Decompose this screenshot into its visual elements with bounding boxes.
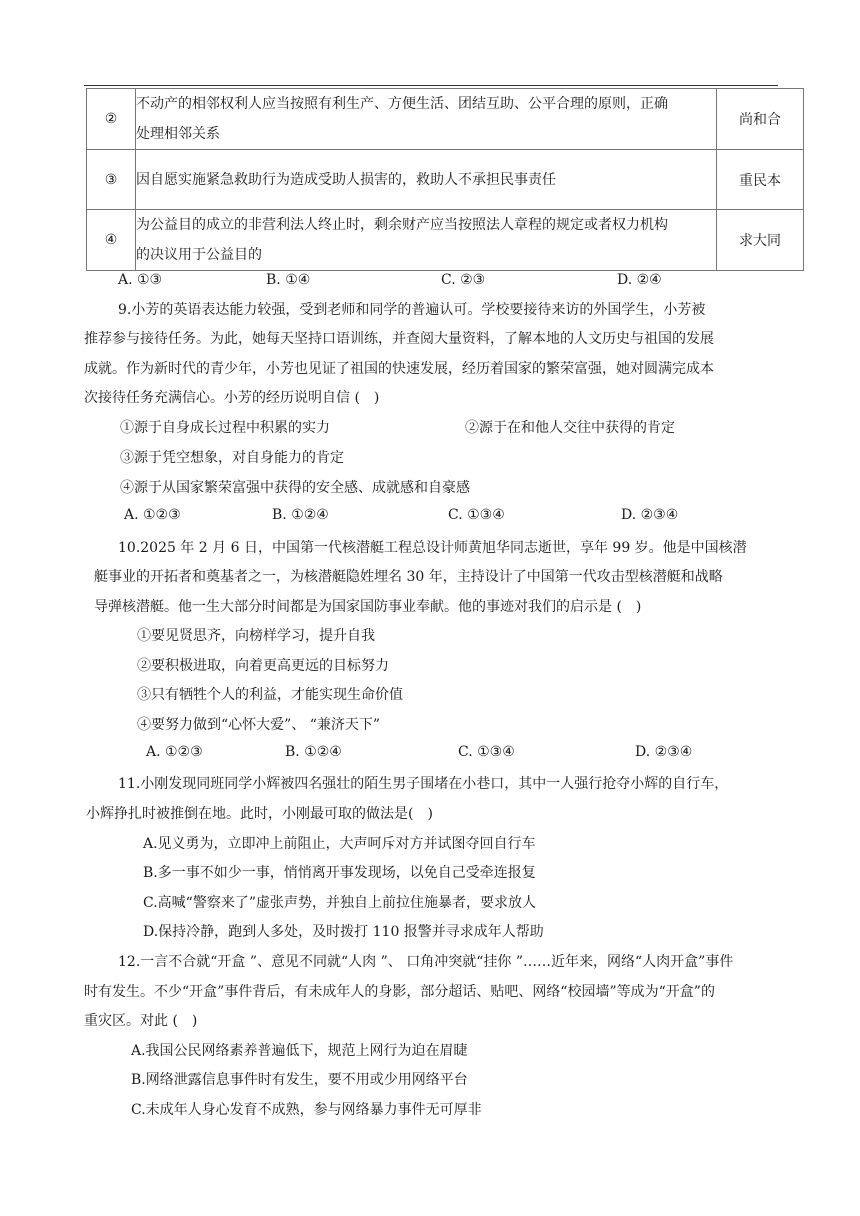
top-rule bbox=[84, 85, 778, 86]
q11-option-c[interactable]: C.高喊“警察来了”虚张声势，并独自上前拉住施暴者，要求放人 bbox=[143, 895, 536, 911]
q11-stem-line: 小辉挣扎时被推倒在地。此时，小刚最可取的做法是( ) bbox=[86, 806, 433, 822]
q9-item: ④源于从国家繁荣富强中获得的安全感、成就感和自豪感 bbox=[120, 480, 470, 496]
choice-d[interactable]: D. ②③④ bbox=[621, 507, 679, 523]
q9-item: ②源于在和他人交往中获得的肯定 bbox=[465, 420, 675, 436]
q10-item: ④要努力做到“心怀大爱”、 “兼济天下” bbox=[137, 717, 381, 733]
choice-a[interactable]: A. ①②③ bbox=[146, 744, 203, 760]
row-number: ④ bbox=[87, 210, 136, 271]
row-number: ③ bbox=[87, 150, 136, 210]
q10-item: ①要见贤思齐，向榜样学习，提升自我 bbox=[137, 628, 375, 644]
q12-stem-line: 时有发生。不少“开盒”事件背后，有未成年人的身影，部分超话、贴吧、网络“校园墙”等成为“开盒”的 bbox=[84, 984, 715, 1000]
q12-option-b[interactable]: B.网络泄露信息事件时有发生，要不用或少用网络平台 bbox=[131, 1072, 468, 1088]
q10-stem-line: 导弹核潜艇。他一生大部分时间都是为国家国防事业奉献。他的事迹对我们的启示是 ( ) bbox=[94, 599, 642, 615]
q12-option-a[interactable]: A.我国公民网络素养普遍低下，规范上网行为迫在眉睫 bbox=[131, 1043, 468, 1059]
q10-item: ②要积极进取，向着更高更远的目标努力 bbox=[137, 658, 389, 674]
q10-stem-line: 10.2025 年 2 月 6 日，中国第一代核潜艇工程总设计师黄旭华同志逝世，享年 99 岁。他是中国核潜 bbox=[118, 540, 747, 556]
choice-b[interactable]: B. ①②④ bbox=[285, 744, 342, 760]
choice-c[interactable]: C. ①③④ bbox=[448, 507, 505, 523]
table-row bbox=[87, 150, 804, 210]
row-content bbox=[136, 150, 717, 210]
q10-item: ③只有牺牲个人的利益，才能实现生命价值 bbox=[137, 687, 403, 703]
choice-b[interactable]: B. ①②④ bbox=[272, 507, 329, 523]
table-row bbox=[87, 210, 804, 271]
q9-stem-line: 9.小芳的英语表达能力较强，受到老师和同学的普遍认可。学校要接待来访的外国学生，小芳被 bbox=[118, 302, 706, 318]
table-row bbox=[87, 89, 804, 150]
row-content-line: 为公益目的成立的非营利法人终止时，剩余财产应当按照法人章程的规定或者权力机构 bbox=[136, 217, 668, 233]
row-value: 求大同 bbox=[717, 210, 804, 271]
row-content-line: 因自愿实施紧急救助行为造成受助人损害的，救助人不承担民事责任 bbox=[136, 171, 556, 188]
q12-stem-line: 12.一言不合就“开盒 ”、意见不同就“人肉 ”、 口角冲突就“挂你 ”……近年来，网络“人肉开盒”事件 bbox=[118, 954, 734, 970]
q11-option-a[interactable]: A.见义勇为，立即冲上前阻止，大声呵斥对方并试图夺回自行车 bbox=[143, 836, 536, 852]
row-content-line: 的决议用于公益目的 bbox=[136, 247, 262, 263]
choice-b[interactable]: B. ①④ bbox=[266, 272, 311, 288]
row-content-line: 不动产的相邻权利人应当按照有利生产、方便生活、团结互助、公平合理的原则，正确 bbox=[136, 96, 668, 112]
q10-stem-line: 艇事业的开拓者和奠基者之一，为核潜艇隐姓埋名 30 年，主持设计了中国第一代攻击型核潜艇和战略 bbox=[94, 569, 723, 585]
choice-d[interactable]: D. ②③④ bbox=[635, 744, 693, 760]
row-value: 尚和合 bbox=[717, 89, 804, 150]
q12-stem-line: 重灾区。对此 ( ) bbox=[84, 1013, 198, 1029]
q12-option-c[interactable]: C.未成年人身心发育不成熟，参与网络暴力事件无可厚非 bbox=[131, 1102, 482, 1118]
q11-stem-line: 11.小刚发现同班同学小辉被四名强壮的陌生男子围堵在小巷口，其中一人强行抢夺小辉的自行车， bbox=[118, 776, 729, 792]
choice-c[interactable]: C. ①③④ bbox=[458, 744, 515, 760]
choice-c[interactable]: C. ②③ bbox=[441, 272, 486, 288]
q8-table bbox=[86, 88, 804, 271]
choice-a[interactable]: A. ①②③ bbox=[124, 507, 181, 523]
q9-item: ③源于凭空想象，对自身能力的肯定 bbox=[120, 450, 344, 466]
choice-a[interactable]: A. ①③ bbox=[118, 272, 163, 288]
q11-option-d[interactable]: D.保持冷静，跑到人多处，及时拨打 110 报警并寻求成年人帮助 bbox=[143, 924, 544, 940]
q11-option-b[interactable]: B.多一事不如少一事，悄悄离开事发现场，以免自己受牵连报复 bbox=[143, 865, 536, 881]
q9-stem-line: 推荐参与接待任务。为此，她每天坚持口语训练，并查阅大量资料，了解本地的人文历史与祖国的发展 bbox=[84, 331, 714, 347]
row-number: ② bbox=[87, 89, 136, 150]
row-value: 重民本 bbox=[717, 150, 804, 210]
q9-stem-line: 成就。作为新时代的青少年，小芳也见证了祖国的快速发展，经历着国家的繁荣富强，她对圆满完成本 bbox=[84, 361, 714, 377]
row-content bbox=[136, 210, 717, 271]
q9-stem-line: 次接待任务充满信心。小芳的经历说明自信 ( ) bbox=[84, 390, 380, 406]
choice-d[interactable]: D. ②④ bbox=[617, 272, 662, 288]
q9-item: ①源于自身成长过程中积累的实力 bbox=[120, 420, 330, 436]
row-content-line: 处理相邻关系 bbox=[136, 126, 220, 142]
row-content bbox=[136, 89, 717, 150]
